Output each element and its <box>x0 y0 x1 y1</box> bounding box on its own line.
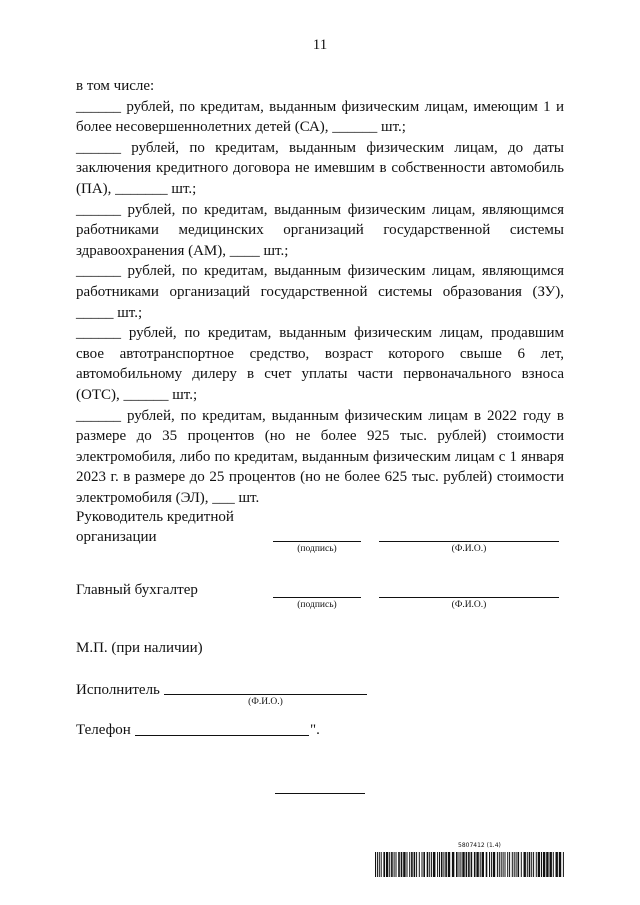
accountant-signature-caption: (подпись) <box>297 600 337 610</box>
executor-label: Исполнитель <box>76 682 160 698</box>
phone-line <box>135 735 309 736</box>
seal-label: М.П. (при наличии) <box>76 640 203 656</box>
barcode-image <box>375 852 564 877</box>
intro-text: в том числе: <box>76 78 155 94</box>
head-name-caption: (Ф.И.О.) <box>451 544 487 554</box>
executor-name-caption: (Ф.И.О.) <box>248 697 283 707</box>
end-separator <box>275 793 365 794</box>
paragraph-zu: ______ рублей, по кредитам, выданным физическим лицам, являющимся работниками организаций государственной системы образования (ЗУ), _____ шт.; <box>76 263 564 321</box>
head-signature-caption: (подпись) <box>297 544 337 554</box>
accountant-label: Главный бухгалтер <box>76 582 198 598</box>
head-signature-line <box>273 541 361 542</box>
head-label: Руководитель кредитной организации <box>76 509 234 545</box>
paragraph-am: ______ рублей, по кредитам, выданным физическим лицам, являющимся работниками медицинских организаций государственной системы здравоохранения (АМ), ____ шт.; <box>76 201 564 259</box>
paragraph-el: ______ рублей, по кредитам, выданным физическим лицам в 2022 году в размере до 35 процентов (но не более 925 тыс. рублей) стоимости электромобиля, либо по кредитам, выданным физическим лицам с 1 января 2023 г. в размере до 25 процентов (но не более 625 тыс. рублей) стоимости электромобиля (ЭЛ), ___ шт. <box>76 407 564 506</box>
paragraph-ots: ______ рублей, по кредитам, выданным физическим лицам, продавшим свое автотранспортное средство, возраст которого свыше 6 лет, автомобильному дилеру в счет уплаты части первоначального взноса (ОТС), ______ шт.; <box>76 325 564 403</box>
accountant-name-line <box>379 597 559 598</box>
document-body <box>76 76 564 508</box>
executor-name-line <box>164 694 367 695</box>
phone-label: Телефон <box>76 722 131 738</box>
head-name-line <box>379 541 559 542</box>
paragraph-pa: ______ рублей, по кредитам, выданным физическим лицам, до даты заключения кредитного договора не имевшим в собственности автомобиль (ПА), _______ шт.; <box>76 139 564 197</box>
barcode-number: 5807412 (1.4) <box>458 842 501 849</box>
page-number: 11 <box>312 37 328 53</box>
accountant-signature-line <box>273 597 361 598</box>
accountant-name-caption: (Ф.И.О.) <box>451 600 487 610</box>
phone-suffix: ". <box>310 722 320 738</box>
paragraph-sa: ______ рублей, по кредитам, выданным физическим лицам, имеющим 1 и более несовершеннолетних детей (СА), ______ шт.; <box>76 98 564 136</box>
